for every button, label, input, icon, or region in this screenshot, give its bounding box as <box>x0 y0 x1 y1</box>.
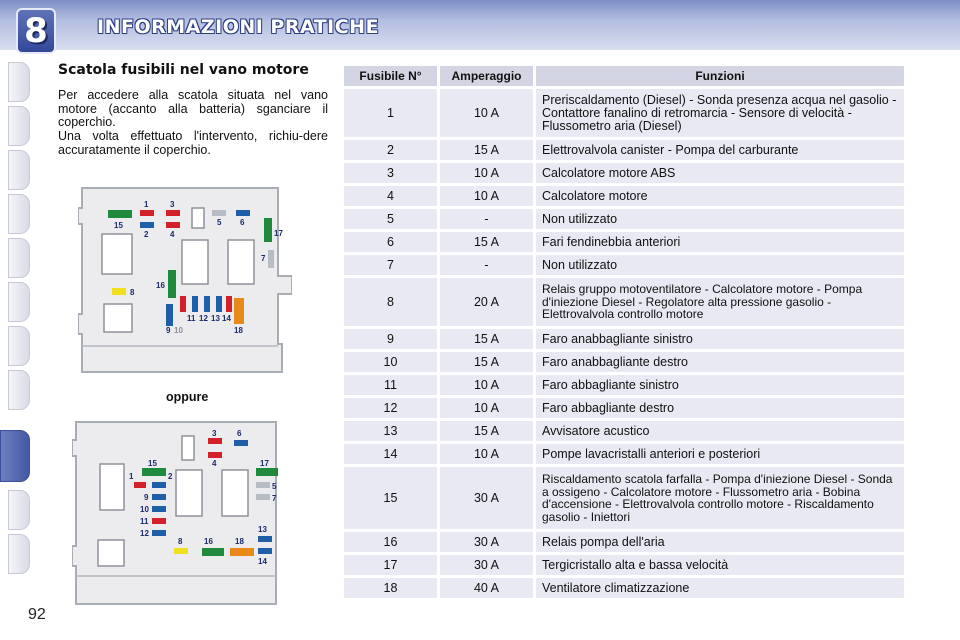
fuse-amperage: - <box>440 255 536 275</box>
fuse-label: 9 <box>166 326 171 335</box>
fuse-number: 18 <box>344 578 440 598</box>
table-row <box>344 375 904 395</box>
fuse-amperage: 40 A <box>440 578 536 598</box>
fuse-number: 5 <box>344 209 440 229</box>
fuse-function: Preriscaldamento (Diesel) - Sonda presenza acqua nel gasolio - Contattore fanalino di retromarcia - Sensore di velocità - Flussometro aria (Diesel) <box>536 89 904 137</box>
fuse-function: Tergicristallo alta e bassa velocità <box>536 555 904 575</box>
table-row <box>344 444 904 464</box>
chapter-tab[interactable] <box>8 490 30 530</box>
fuse-function: Ventilatore climatizzazione <box>536 578 904 598</box>
fuse-label: 7 <box>272 494 277 503</box>
fuse-amperage: 10 A <box>440 186 536 206</box>
fuse-amperage: 15 A <box>440 352 536 372</box>
table-row <box>344 89 904 137</box>
fuse-function: Non utilizzato <box>536 209 904 229</box>
table-row <box>344 278 904 326</box>
table-header-row <box>344 66 904 86</box>
fuse-number: 14 <box>344 444 440 464</box>
fuse-label: 11 <box>187 314 196 323</box>
fuse-amperage: - <box>440 209 536 229</box>
oppure-label: oppure <box>166 390 209 404</box>
table-row <box>344 421 904 441</box>
fuse-number: 6 <box>344 232 440 252</box>
fuse-label: 10 <box>140 505 149 514</box>
fuse-number: 17 <box>344 555 440 575</box>
fuse-function: Pompe lavacristalli anteriori e posteriori <box>536 444 904 464</box>
fuse-number: 11 <box>344 375 440 395</box>
table-row <box>344 467 904 529</box>
table-row <box>344 555 904 575</box>
fuse-label: 10 <box>174 326 183 335</box>
chapter-tab[interactable] <box>8 194 30 234</box>
table-row <box>344 352 904 372</box>
fuse-number: 15 <box>344 467 440 529</box>
fuse-function: Relais pompa dell'aria <box>536 532 904 552</box>
fuse-function: Elettrovalvola canister - Pompa del carburante <box>536 140 904 160</box>
fuse-amperage: 10 A <box>440 444 536 464</box>
table-row <box>344 255 904 275</box>
fuse-label: 4 <box>170 230 175 239</box>
chapter-tab[interactable] <box>8 62 30 102</box>
fuse-label: 6 <box>237 429 242 438</box>
table-row <box>344 163 904 183</box>
fuse-function: Non utilizzato <box>536 255 904 275</box>
fuse-label: 3 <box>170 200 175 209</box>
fuse-amperage: 10 A <box>440 375 536 395</box>
fuse-number: 4 <box>344 186 440 206</box>
fuse-function: Relais gruppo motoventilatore - Calcolatore motore - Pompa d'iniezione Diesel - Regolatore alta pressione gasolio - Elettrovalvola controllo motore <box>536 278 904 326</box>
fuse-amperage: 15 A <box>440 232 536 252</box>
fuse-label: 8 <box>178 537 183 546</box>
fuse-function: Faro anabbagliante sinistro <box>536 329 904 349</box>
fuse-function: Faro abbagliante destro <box>536 398 904 418</box>
fuse-label: 4 <box>212 459 217 468</box>
fuse-label: 9 <box>144 493 149 502</box>
fuse-number: 13 <box>344 421 440 441</box>
table-row <box>344 186 904 206</box>
chapter-tab[interactable] <box>8 534 30 574</box>
chapter-badge: 8 <box>16 8 56 54</box>
fuse-number: 9 <box>344 329 440 349</box>
fuse-function: Faro anabbagliante destro <box>536 352 904 372</box>
fuse-label: 18 <box>235 537 244 546</box>
fuse-function: Riscaldamento scatola farfalla - Pompa d'iniezione Diesel - Sonda a ossigeno - Calcolatore motore - Flussometro aria - Bobina d'accensione - Elettrovalvola controllo motore - Riscaldamento gasolio - Iniettori <box>536 467 904 529</box>
fuse-label: 14 <box>222 314 231 323</box>
fuse-box-diagram-1 <box>78 184 292 380</box>
header-amperage: Amperaggio <box>440 66 536 86</box>
fuse-number: 8 <box>344 278 440 326</box>
fuse-label: 6 <box>240 218 245 227</box>
paragraph: Per accedere alla scatola situata nel vano motore (accanto alla batteria) sganciare il coperchio. <box>58 88 328 129</box>
fuse-label: 12 <box>199 314 208 323</box>
header-title: INFORMAZIONI PRATICHE <box>97 16 380 38</box>
fuse-label: 16 <box>156 281 165 290</box>
fuse-label: 14 <box>258 557 267 566</box>
fuse-number: 7 <box>344 255 440 275</box>
fuse-amperage: 15 A <box>440 140 536 160</box>
fuse-label: 11 <box>140 517 149 526</box>
fuse-amperage: 30 A <box>440 532 536 552</box>
fuse-number: 3 <box>344 163 440 183</box>
chapter-tab[interactable] <box>8 326 30 366</box>
table-row <box>344 398 904 418</box>
fuse-number: 2 <box>344 140 440 160</box>
fuse-amperage: 10 A <box>440 398 536 418</box>
chapter-tab-active[interactable] <box>0 430 30 482</box>
fuse-amperage: 15 A <box>440 421 536 441</box>
fuse-label: 2 <box>168 472 173 481</box>
fuse-label: 17 <box>274 229 283 238</box>
fuse-function: Faro abbagliante sinistro <box>536 375 904 395</box>
fuse-amperage: 20 A <box>440 278 536 326</box>
table-row <box>344 140 904 160</box>
fuse-amperage: 15 A <box>440 329 536 349</box>
fuse-label: 16 <box>204 537 213 546</box>
fuse-label: 5 <box>272 482 277 491</box>
fuse-label: 18 <box>234 326 243 335</box>
page-number: 92 <box>28 606 46 623</box>
fuse-number: 1 <box>344 89 440 137</box>
fuse-label: 13 <box>211 314 220 323</box>
table-row <box>344 532 904 552</box>
header-functions: Funzioni <box>536 66 904 86</box>
table-row <box>344 329 904 349</box>
fuse-function: Avvisatore acustico <box>536 421 904 441</box>
fuse-label: 3 <box>212 429 217 438</box>
fuse-label: 15 <box>148 459 157 468</box>
fuse-amperage: 30 A <box>440 555 536 575</box>
fuse-table <box>344 63 904 601</box>
header-fuse-number: Fusibile N° <box>344 66 440 86</box>
chapter-tab[interactable] <box>8 238 30 278</box>
fuse-function: Calcolatore motore ABS <box>536 163 904 183</box>
fuse-label: 1 <box>144 200 149 209</box>
chapter-tab[interactable] <box>8 370 30 410</box>
fuse-box-diagram-2 <box>72 416 286 612</box>
fuse-label: 12 <box>140 529 149 538</box>
fuse-number: 10 <box>344 352 440 372</box>
fuse-label: 7 <box>261 254 266 263</box>
fuse-label: 1 <box>129 472 134 481</box>
table-row <box>344 209 904 229</box>
chapter-tab[interactable] <box>8 282 30 322</box>
fuse-label: 15 <box>114 221 123 230</box>
section-title: Scatola fusibili nel vano motore <box>58 62 309 78</box>
fuse-label: 17 <box>260 459 269 468</box>
chapter-tabs <box>0 62 36 582</box>
chapter-tab[interactable] <box>8 106 30 146</box>
fuse-amperage: 10 A <box>440 163 536 183</box>
fuse-amperage: 30 A <box>440 467 536 529</box>
header-band <box>0 0 960 50</box>
fuse-label: 13 <box>258 525 267 534</box>
fuse-function: Calcolatore motore <box>536 186 904 206</box>
table-row <box>344 578 904 598</box>
paragraph: Una volta effettuato l'intervento, richiu-dere accuratamente il coperchio. <box>58 129 328 157</box>
fuse-amperage: 10 A <box>440 89 536 137</box>
fuse-number: 12 <box>344 398 440 418</box>
fuse-label: 5 <box>217 218 222 227</box>
fuse-label: 8 <box>130 288 135 297</box>
table-row <box>344 232 904 252</box>
fuse-label: 2 <box>144 230 149 239</box>
fuse-function: Fari fendinebbia anteriori <box>536 232 904 252</box>
fuse-number: 16 <box>344 532 440 552</box>
chapter-tab[interactable] <box>8 150 30 190</box>
